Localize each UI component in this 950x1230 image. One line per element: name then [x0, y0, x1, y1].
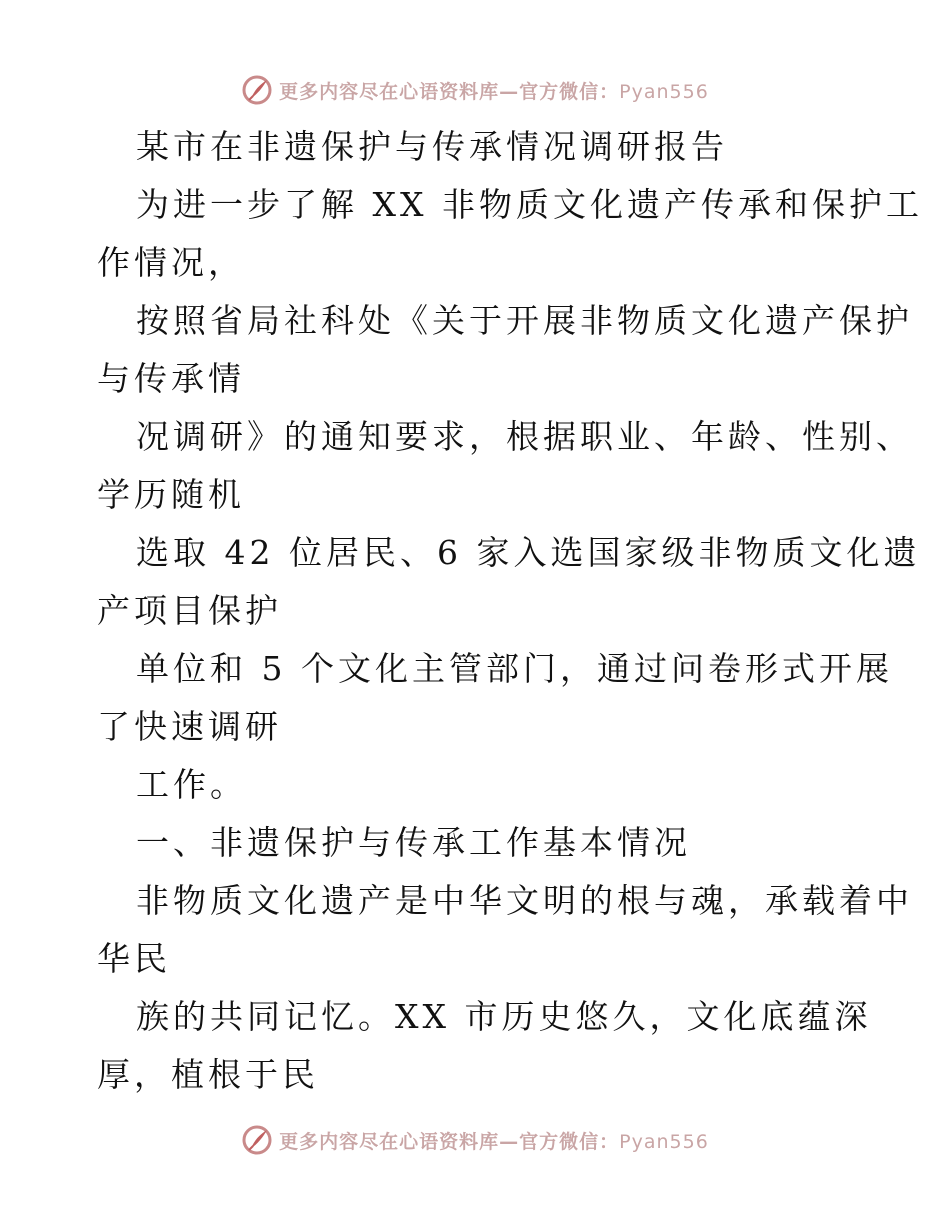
- watermark-text: [279, 77, 709, 104]
- document-line: 非物质文化遗产是中华文明的根与魂，承载着中: [136, 881, 913, 920]
- document-line: 作情况，: [97, 243, 245, 282]
- document-line: 选取 42 位居民、6 家入选国家级非物质文化遗: [136, 533, 921, 572]
- document-line: 为进一步了解 XX 非物质文化遗产传承和保护工: [136, 185, 923, 224]
- document-line: 工作。: [136, 765, 247, 804]
- watermark-cn: 更多内容尽在心语资料库—官方微信：: [279, 80, 620, 103]
- document-line: 与传承情: [97, 359, 245, 398]
- document-line: 某市在非遗保护与传承情况调研报告: [136, 127, 728, 166]
- watermark-cn: 更多内容尽在心语资料库—官方微信：: [279, 1130, 620, 1153]
- watermark-wechat-id: Pyan556: [619, 1130, 709, 1153]
- feather-seal-icon: [241, 74, 273, 106]
- document-line: 一、非遗保护与传承工作基本情况: [136, 823, 691, 862]
- document-line: 了快速调研: [97, 707, 282, 746]
- document-line: 学历随机: [97, 475, 245, 514]
- watermark-wechat-id: Pyan556: [619, 80, 709, 103]
- document-line: 厚，植根于民: [97, 1055, 319, 1094]
- document-line: 族的共同记忆。XX 市历史悠久，文化底蕴深: [136, 997, 872, 1036]
- header-watermark: [0, 70, 950, 110]
- document-line: 况调研》的通知要求，根据职业、年龄、性别、: [136, 417, 913, 456]
- document-line: 单位和 5 个文化主管部门，通过问卷形式开展: [136, 649, 893, 688]
- document-line: 产项目保护: [97, 591, 282, 630]
- watermark-text: [279, 1127, 709, 1154]
- document-line: 按照省局社科处《关于开展非物质文化遗产保护: [136, 301, 913, 340]
- feather-seal-icon: [241, 1124, 273, 1156]
- footer-watermark: [0, 1120, 950, 1160]
- document-line: 华民: [97, 939, 171, 978]
